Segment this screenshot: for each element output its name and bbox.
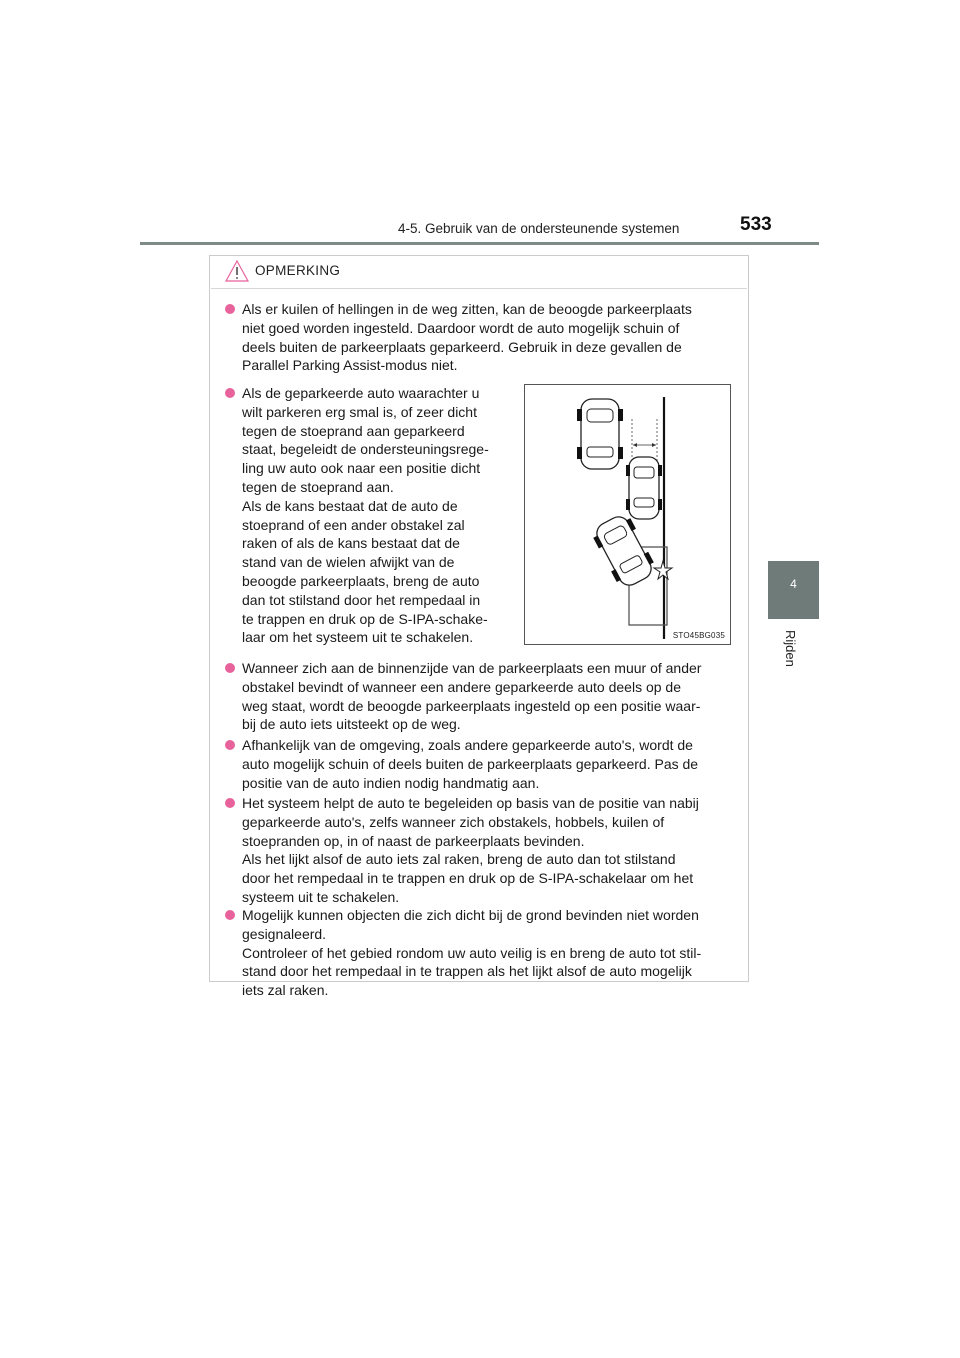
bullet-dot <box>225 304 235 314</box>
bullet-dot <box>225 740 235 750</box>
bullet-dot <box>225 798 235 808</box>
bullet-line: stoeprand of een ander obstakel zal <box>242 516 465 533</box>
bullet-line: gesignaleerd. <box>242 925 327 942</box>
parking-diagram <box>525 385 730 644</box>
note-bullet-3 <box>242 659 743 734</box>
bullet-line: Controleer of het gebied rondom uw auto veilig is en breng de auto tot stil- <box>242 944 702 961</box>
bullet-line: weg staat, wordt de beoogde parkeerplaats ingesteld op een positie waar- <box>242 697 701 714</box>
bullet-line: bij de auto iets uitsteekt op de weg. <box>242 716 461 733</box>
warning-triangle-icon <box>225 260 249 282</box>
bullet-line: raken of als de kans bestaat dat de <box>242 535 460 552</box>
bullet-line: Als de kans bestaat dat de auto de <box>242 497 458 514</box>
bullet-line: te trappen en druk op de S-IPA-schake- <box>242 610 488 627</box>
note-header <box>225 258 745 288</box>
bullet-line: Wanneer zich aan de binnenzijde van de parkeerplaats een muur of ander <box>242 660 702 676</box>
note-divider <box>211 288 747 289</box>
bullet-line: Mogelijk kunnen objecten die zich dicht bij de grond bevinden niet worden <box>242 907 699 923</box>
page-number: 533 <box>740 214 772 235</box>
header-rule <box>140 242 819 245</box>
bullet-line: beoogde parkeerplaats, breng de auto <box>242 572 480 589</box>
note-bullet-2 <box>242 384 513 647</box>
bullet-line: Parallel Parking Assist-modus niet. <box>242 357 458 374</box>
bullet-line: ling uw auto ook naar een positie dicht <box>242 460 481 477</box>
bullet-line: Als er kuilen of hellingen in de weg zitten, kan de beoogde parkeerplaats <box>242 301 692 317</box>
chapter-tab <box>768 561 819 619</box>
figure-code: STO45BG035 <box>672 631 725 640</box>
bullet-line: tegen de stoeprand aan. <box>242 478 394 495</box>
bullet-dot <box>225 663 235 673</box>
bullet-dot <box>225 388 235 398</box>
parked-car-front <box>626 457 662 519</box>
chapter-number: 4 <box>790 577 797 591</box>
bullet-line: wilt parkeren erg smal is, of zeer dicht <box>242 403 477 420</box>
bullet-line: laar om het systeem uit te schakelen. <box>242 629 474 646</box>
bullet-line: Als de geparkeerde auto waarachter u <box>242 385 480 401</box>
note-bullet-6 <box>242 906 743 1000</box>
chapter-label: Rijden <box>783 630 798 667</box>
bullet-line: positie van de auto indien nodig handmatig aan. <box>242 774 540 791</box>
bullet-line: Afhankelijk van de omgeving, zoals andere geparkeerde auto's, wordt de <box>242 737 693 753</box>
note-bullet-5 <box>242 794 743 907</box>
bullet-line: iets zal raken. <box>242 982 329 999</box>
bullet-line: Als het lijkt alsof de auto iets zal raken, breng de auto dan tot stilstand <box>242 851 676 868</box>
bullet-line: obstakel bevindt of wanneer een andere geparkeerde auto deels op de <box>242 678 681 695</box>
bullet-line: stand door het rempedaal in te trappen als het lijkt alsof de auto mogelijk <box>242 963 692 980</box>
parking-illustration <box>524 384 731 645</box>
bullet-dot <box>225 910 235 920</box>
bullet-line: door het rempedaal in te trappen en druk op de S-IPA-schakelaar om het <box>242 870 694 887</box>
parked-car-rear <box>577 399 623 469</box>
reversing-car <box>590 511 659 591</box>
bullet-line: stoepranden op, in of naast de parkeerplaats bevinden. <box>242 832 585 849</box>
note-bullet-1 <box>242 300 743 375</box>
bullet-line: staat, begeleidt de ondersteuningsrege- <box>242 441 489 458</box>
note-bullet-4 <box>242 736 743 792</box>
bullet-line: Het systeem helpt de auto te begeleiden op basis van de positie van nabij <box>242 795 699 811</box>
section-title: 4-5. Gebruik van de ondersteunende systemen <box>398 221 680 236</box>
note-title: OPMERKING <box>255 263 341 278</box>
bullet-line: systeem uit te schakelen. <box>242 888 400 905</box>
bullet-line: tegen de stoeprand aan geparkeerd <box>242 422 465 439</box>
bullet-line: geparkeerde auto's, zelfs wanneer zich obstakels, hobbels, kuilen of <box>242 813 665 830</box>
bullet-line: auto mogelijk schuin of deels buiten de parkeerplaats geparkeerd. Pas de <box>242 755 699 772</box>
bullet-line: stand van de wielen afwijkt van de <box>242 554 455 571</box>
bullet-line: deels buiten de parkeerplaats geparkeerd. Gebruik in deze gevallen de <box>242 338 682 355</box>
bullet-line: dan tot stilstand door het rempedaal in <box>242 591 481 608</box>
bullet-line: niet goed worden ingesteld. Daardoor wordt de auto mogelijk schuin of <box>242 319 680 336</box>
